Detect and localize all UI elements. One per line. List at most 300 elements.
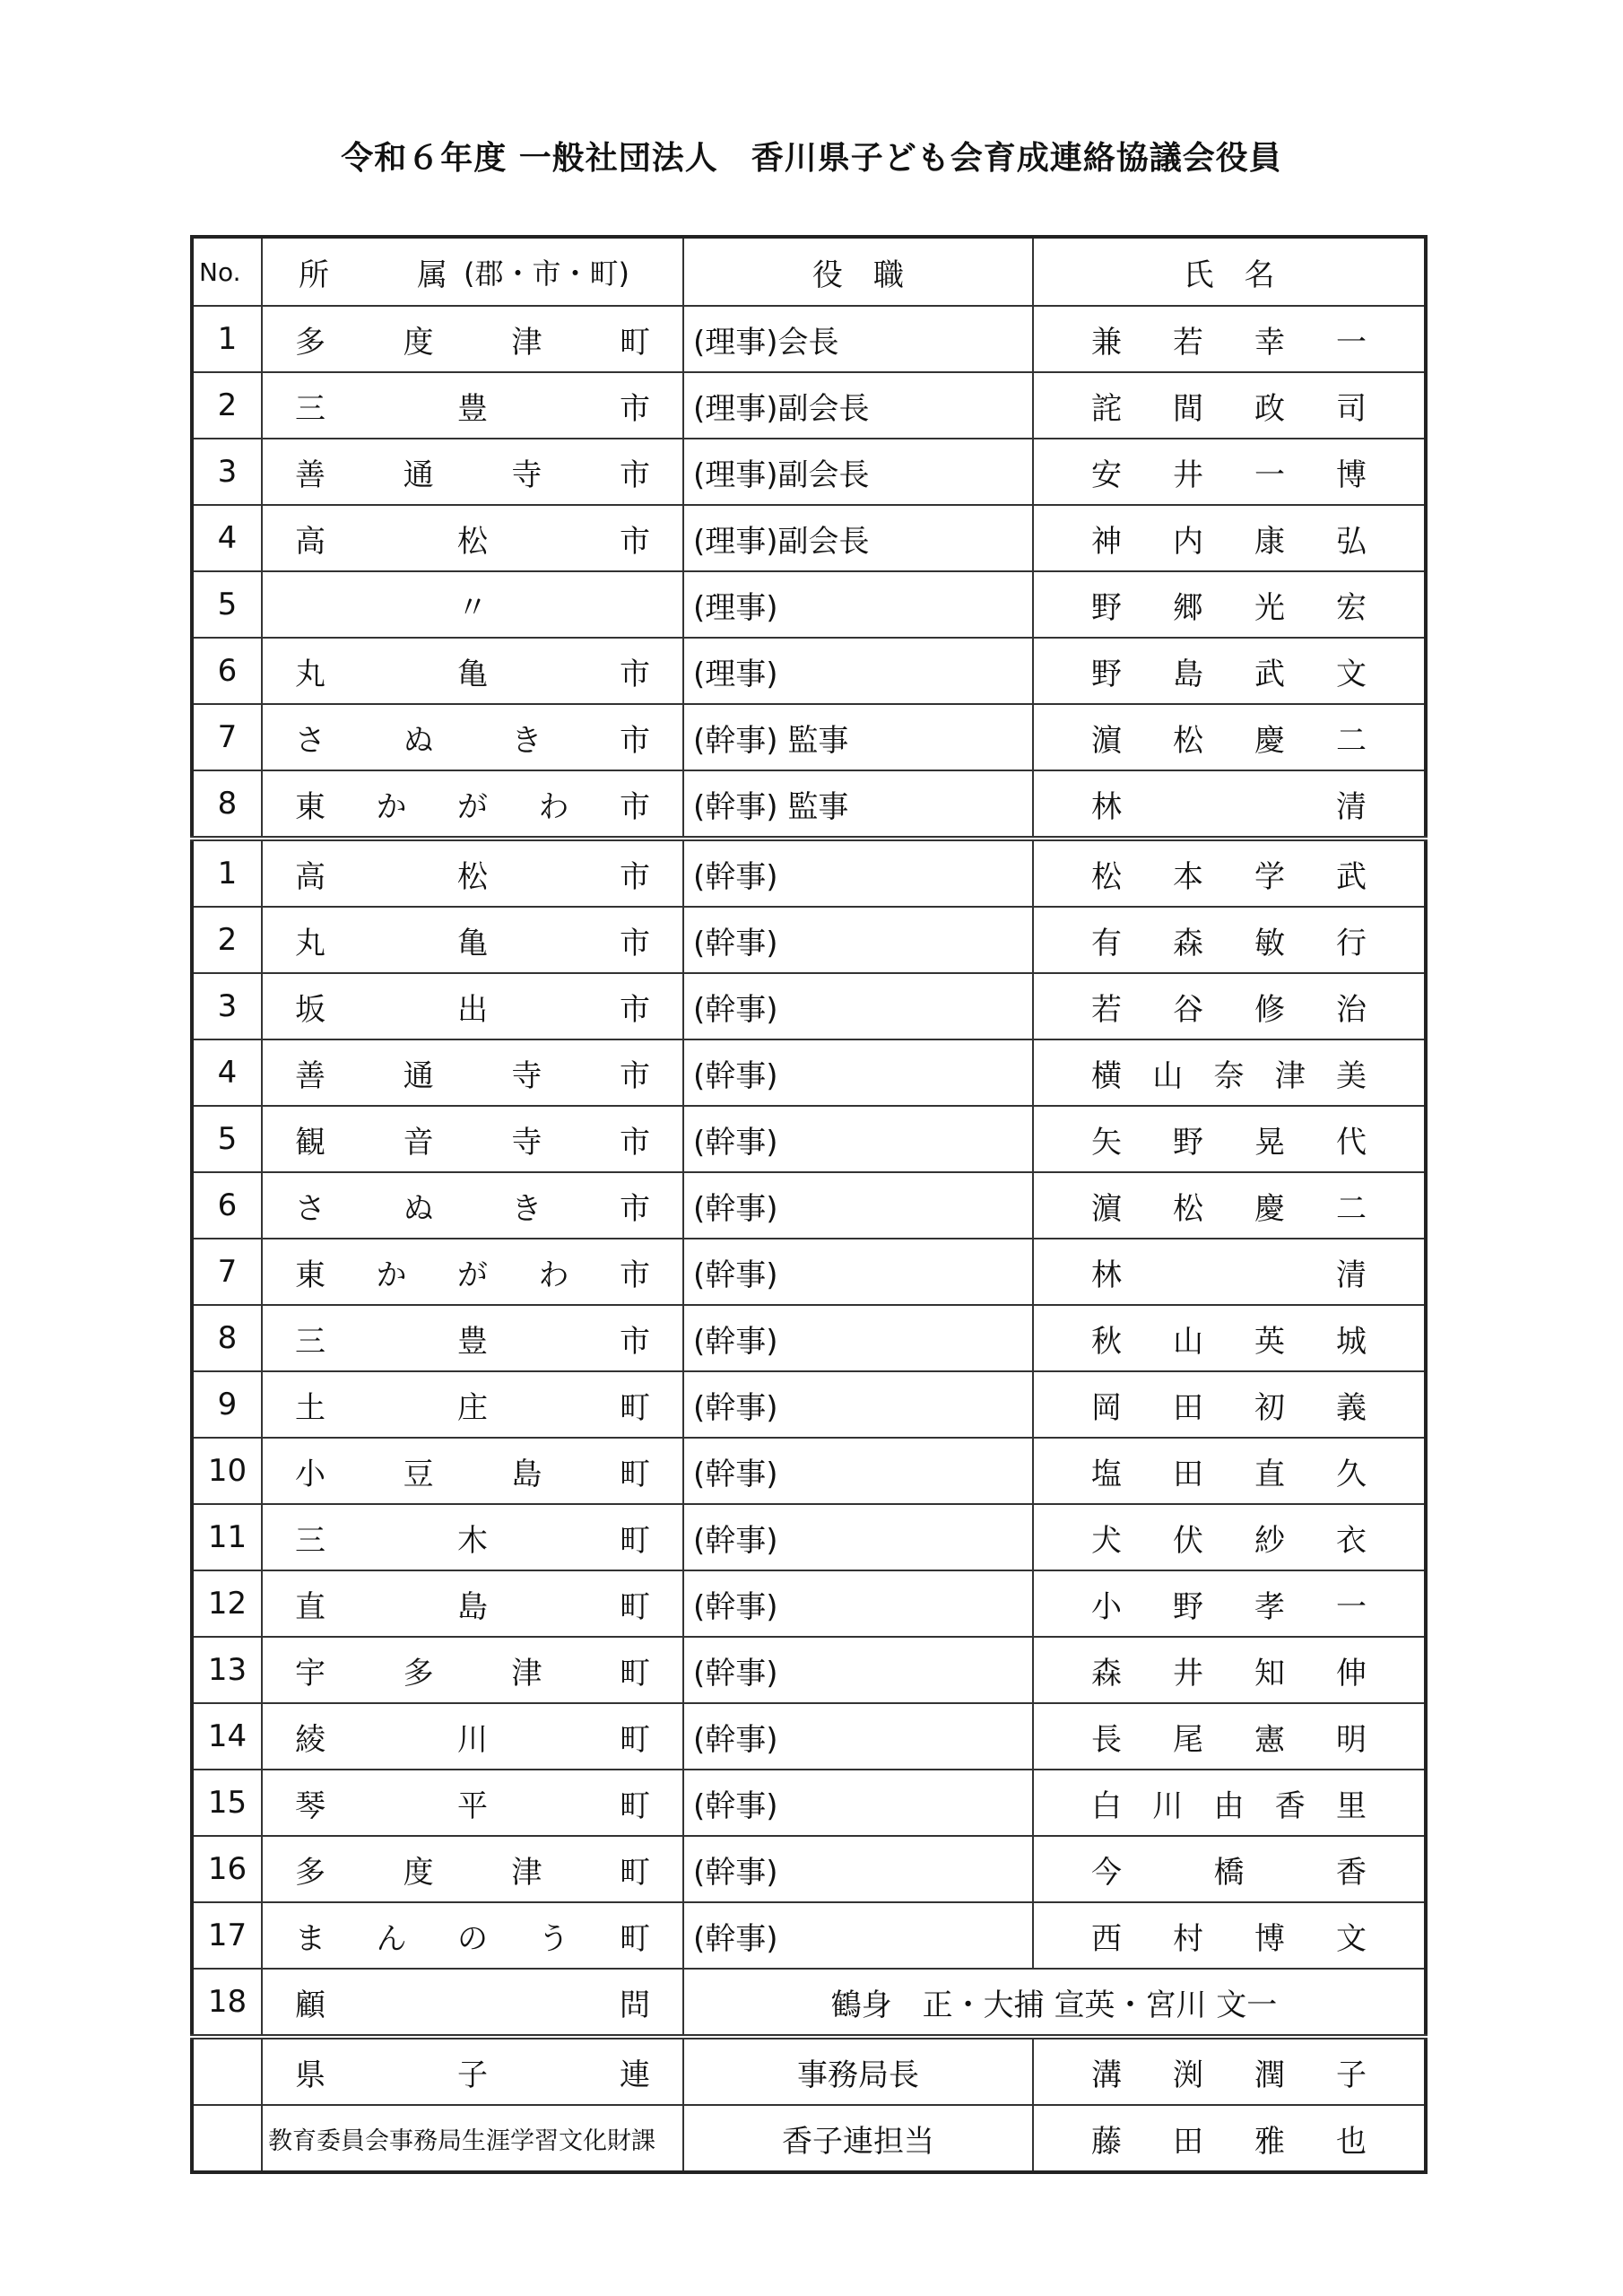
name-cell bbox=[1033, 1039, 1426, 1106]
name-cell bbox=[1033, 571, 1426, 638]
affiliation-cell bbox=[262, 704, 683, 770]
name-cell-char: 博 bbox=[1254, 1920, 1285, 1957]
table-row bbox=[192, 1438, 1426, 1504]
affiliation-cell-char: 通 bbox=[403, 1057, 434, 1094]
name-cell-char: 香 bbox=[1336, 1854, 1367, 1891]
name-cell-char: 詫 bbox=[1091, 390, 1122, 427]
affiliation-cell-char: 丸 bbox=[295, 925, 325, 961]
name-cell-char: 内 bbox=[1173, 523, 1203, 560]
name-cell-char: 島 bbox=[1173, 656, 1203, 692]
name-cell-char: 今 bbox=[1091, 1854, 1122, 1891]
affiliation-cell-char: 町 bbox=[620, 1588, 650, 1625]
row-number: 2 bbox=[192, 372, 262, 439]
affiliation-cell-char: 町 bbox=[620, 1522, 650, 1559]
affiliation-cell bbox=[262, 1305, 683, 1371]
affiliation-cell-char: 東 bbox=[295, 788, 325, 825]
name-cell-text bbox=[1034, 1914, 1424, 1958]
affiliation-cell bbox=[262, 505, 683, 571]
affiliation-cell-text bbox=[263, 384, 682, 428]
affiliation-cell-char: 顧 bbox=[295, 1987, 325, 2023]
affiliation-cell-text bbox=[263, 1250, 682, 1294]
name-cell-char: 修 bbox=[1254, 991, 1285, 1028]
name-cell-text bbox=[1034, 1781, 1424, 1825]
name-cell-char: 岡 bbox=[1091, 1389, 1122, 1426]
name-cell bbox=[1033, 770, 1426, 839]
name-cell-char: 代 bbox=[1336, 1124, 1367, 1161]
name-cell-char: 宏 bbox=[1336, 589, 1367, 626]
name-cell bbox=[1033, 1305, 1426, 1371]
role-text: (幹事) bbox=[693, 1124, 778, 1161]
name-cell-char: 慶 bbox=[1254, 1190, 1285, 1227]
table-row bbox=[192, 1172, 1426, 1239]
role-text: (幹事) bbox=[693, 1389, 778, 1426]
table-row bbox=[192, 1770, 1426, 1836]
name-cell-char: 一 bbox=[1254, 457, 1285, 493]
affiliation-cell-char: 松 bbox=[457, 523, 488, 560]
role-text: (幹事) bbox=[693, 991, 778, 1028]
name-cell-char: 郷 bbox=[1173, 589, 1203, 626]
table-row bbox=[192, 372, 1426, 439]
role-text: (理事)副会長 bbox=[693, 523, 870, 560]
name-cell-char: 香 bbox=[1274, 1787, 1306, 1824]
name-cell-char: 雅 bbox=[1254, 2123, 1285, 2160]
affiliation-cell bbox=[262, 1039, 683, 1106]
name-cell-char: 一 bbox=[1336, 1588, 1367, 1625]
header-name-label: 氏 名 bbox=[1183, 257, 1275, 293]
affiliation-cell-text bbox=[263, 649, 682, 693]
name-cell-char: 紗 bbox=[1254, 1522, 1285, 1559]
name-cell bbox=[1033, 907, 1426, 973]
affiliation-cell-char: 度 bbox=[403, 1854, 434, 1891]
name-cell bbox=[1033, 1504, 1426, 1570]
name-cell-char: 野 bbox=[1091, 656, 1122, 692]
name-cell bbox=[1033, 439, 1426, 505]
role-cell bbox=[683, 1106, 1033, 1172]
affiliation-cell-char: ぬ bbox=[403, 722, 434, 759]
table-row bbox=[192, 2105, 1426, 2172]
affiliation-cell-char: 市 bbox=[620, 1257, 650, 1293]
officer-table bbox=[190, 235, 1428, 2174]
affiliation-cell-text bbox=[263, 918, 682, 962]
name-cell-char: 犬 bbox=[1091, 1522, 1122, 1559]
affiliation-cell-text bbox=[263, 1317, 682, 1361]
affiliation-cell-char: 子 bbox=[457, 2057, 488, 2093]
role-text: (幹事) bbox=[693, 1854, 778, 1891]
name-cell-char: 明 bbox=[1336, 1721, 1367, 1758]
name-cell-char: 孝 bbox=[1254, 1588, 1285, 1625]
affiliation-text: 教育委員会事務局生涯学習文化財課 bbox=[268, 2126, 655, 2155]
affiliation-cell-text bbox=[263, 985, 682, 1029]
name-cell-char: 久 bbox=[1336, 1456, 1367, 1492]
role-text: (幹事) bbox=[693, 858, 778, 895]
role-text: (幹事) bbox=[693, 1655, 778, 1692]
name-cell-char: 山 bbox=[1173, 1323, 1203, 1360]
name-cell-text bbox=[1034, 583, 1424, 627]
name-cell-char: 美 bbox=[1336, 1057, 1367, 1094]
table-row bbox=[192, 2037, 1426, 2105]
affiliation-cell bbox=[262, 372, 683, 439]
name-cell bbox=[1033, 973, 1426, 1039]
name-cell-char: 奈 bbox=[1213, 1057, 1245, 1094]
affiliation-cell-text bbox=[263, 450, 682, 494]
role-cell bbox=[683, 306, 1033, 372]
role-cell bbox=[683, 1902, 1033, 1969]
name-cell-char: 潤 bbox=[1254, 2057, 1285, 2093]
row-number: 6 bbox=[192, 1172, 262, 1239]
affiliation-cell bbox=[262, 1969, 683, 2037]
affiliation-cell-char: 連 bbox=[620, 2057, 650, 2093]
affiliation-cell-char: 観 bbox=[295, 1124, 325, 1161]
affiliation-cell bbox=[262, 1371, 683, 1438]
name-cell-char: 初 bbox=[1254, 1389, 1285, 1426]
table-row bbox=[192, 1371, 1426, 1438]
affiliation-cell-char: 三 bbox=[295, 1323, 325, 1360]
affiliation-cell-char: 豊 bbox=[457, 390, 488, 427]
name-cell-char: 横 bbox=[1091, 1057, 1122, 1094]
role-text: 事務局長 bbox=[797, 2057, 919, 2093]
affiliation-cell-char: 市 bbox=[619, 1190, 650, 1227]
affiliation-cell-char: 豆 bbox=[403, 1456, 434, 1492]
affiliation-cell-char: 三 bbox=[295, 1522, 325, 1559]
affiliation-cell-char: わ bbox=[538, 1257, 569, 1293]
name-cell-char: 井 bbox=[1173, 1655, 1203, 1692]
affiliation-cell-char: 多 bbox=[295, 324, 325, 361]
name-cell-char: 本 bbox=[1173, 858, 1203, 895]
role-text: (理事)副会長 bbox=[693, 390, 870, 427]
role-text: (幹事) bbox=[693, 1323, 778, 1360]
affiliation-cell-text bbox=[263, 852, 682, 896]
name-cell-char: 谷 bbox=[1173, 991, 1203, 1028]
affiliation-cell-char: 津 bbox=[511, 1655, 542, 1692]
name-cell-text bbox=[1034, 1715, 1424, 1759]
role-text: 香子連担当 bbox=[782, 2123, 934, 2160]
affiliation-cell bbox=[262, 2037, 683, 2105]
affiliation-cell-char: ぬ bbox=[403, 1190, 434, 1227]
name-cell-char: 矢 bbox=[1091, 1124, 1122, 1161]
table-row bbox=[192, 638, 1426, 704]
name-cell bbox=[1033, 1770, 1426, 1836]
role-cell bbox=[683, 1836, 1033, 1902]
name-cell-char: 田 bbox=[1173, 1389, 1203, 1426]
affiliation-cell bbox=[262, 1770, 683, 1836]
row-number: 7 bbox=[192, 1239, 262, 1305]
affiliation-cell-text bbox=[263, 782, 682, 826]
table-row bbox=[192, 839, 1426, 907]
affiliation-cell-char: 小 bbox=[295, 1456, 325, 1492]
name-cell-char: 有 bbox=[1091, 925, 1122, 961]
table-row bbox=[192, 1305, 1426, 1371]
name-cell bbox=[1033, 1836, 1426, 1902]
name-cell-char: 若 bbox=[1173, 324, 1203, 361]
row-number: 5 bbox=[192, 1106, 262, 1172]
affiliation-cell bbox=[262, 1836, 683, 1902]
row-number: 5 bbox=[192, 571, 262, 638]
name-cell-char: 神 bbox=[1091, 523, 1122, 560]
affiliation-cell-char: さ bbox=[295, 1190, 325, 1227]
name-cell-char: 由 bbox=[1213, 1787, 1245, 1824]
role-cell bbox=[683, 1172, 1033, 1239]
role-cell bbox=[683, 704, 1033, 770]
affiliation-cell-char: 木 bbox=[457, 1522, 488, 1559]
table-row bbox=[192, 770, 1426, 839]
affiliation-cell bbox=[262, 839, 683, 907]
name-cell-char: 山 bbox=[1152, 1057, 1184, 1094]
name-cell-char: 濵 bbox=[1091, 1190, 1122, 1227]
name-cell-char: 敏 bbox=[1254, 925, 1285, 961]
affiliation-cell-char: 坂 bbox=[295, 991, 325, 1028]
affiliation-cell bbox=[262, 439, 683, 505]
affiliation-cell bbox=[262, 907, 683, 973]
name-cell-text bbox=[1034, 1449, 1424, 1493]
affiliation-cell-char: 多 bbox=[295, 1854, 325, 1891]
table-row bbox=[192, 1969, 1426, 2037]
name-cell-char: 野 bbox=[1173, 1588, 1203, 1625]
role-cell bbox=[683, 2105, 1033, 2172]
row-number: 10 bbox=[192, 1438, 262, 1504]
affiliation-cell-char: 県 bbox=[295, 2057, 325, 2093]
affiliation-cell bbox=[262, 1438, 683, 1504]
name-cell bbox=[1033, 1239, 1426, 1305]
name-cell-text bbox=[1034, 649, 1424, 693]
affiliation-cell-text bbox=[263, 1648, 682, 1692]
name-cell-text bbox=[1034, 716, 1424, 760]
row-number: 4 bbox=[192, 1039, 262, 1106]
table-row bbox=[192, 1836, 1426, 1902]
affiliation-cell-char: 市 bbox=[619, 1057, 650, 1094]
table-row bbox=[192, 1703, 1426, 1770]
role-cell bbox=[683, 907, 1033, 973]
affiliation-cell-char: 寺 bbox=[511, 457, 542, 493]
affiliation-cell-text bbox=[263, 317, 682, 361]
row-number: 17 bbox=[192, 1902, 262, 1969]
role-text: (理事)副会長 bbox=[693, 457, 870, 493]
affiliation-cell-char: 寺 bbox=[511, 1057, 542, 1094]
affiliation-cell-text bbox=[263, 1184, 682, 1228]
affiliation-cell bbox=[262, 1106, 683, 1172]
table-row bbox=[192, 1637, 1426, 1703]
affiliation-cell-char: 土 bbox=[295, 1389, 325, 1426]
role-text: (幹事) bbox=[693, 1787, 778, 1824]
name-cell bbox=[1033, 1703, 1426, 1770]
page-title: 令和６年度 一般社団法人 香川県子ども会育成連絡協議会役員 bbox=[341, 140, 1282, 177]
name-cell-text bbox=[1034, 384, 1424, 428]
table-row bbox=[192, 306, 1426, 372]
affiliation-cell-char: が bbox=[457, 788, 488, 825]
name-cell bbox=[1033, 1637, 1426, 1703]
affiliation-cell-char: 琴 bbox=[295, 1787, 325, 1824]
name-cell-char: 松 bbox=[1091, 858, 1122, 895]
affiliation-cell-text bbox=[263, 1449, 682, 1493]
name-cell-text bbox=[1034, 918, 1424, 962]
role-text: (幹事) 監事 bbox=[693, 788, 849, 825]
affiliation-cell-char: 市 bbox=[620, 858, 650, 895]
name-cell-char: 治 bbox=[1336, 991, 1367, 1028]
name-cell-text bbox=[1034, 1184, 1424, 1228]
row-number: 6 bbox=[192, 638, 262, 704]
affiliation-cell-text bbox=[263, 1980, 682, 2024]
name-cell-text bbox=[1034, 317, 1424, 361]
advisor-names: 鶴身 正・大捕 宣英・宮川 文一 bbox=[830, 1987, 1278, 2023]
affiliation-cell-char: 亀 bbox=[457, 925, 488, 961]
header-affiliation-char: 属 bbox=[417, 257, 447, 293]
name-cell-char: 野 bbox=[1173, 1124, 1203, 1161]
row-number: 18 bbox=[192, 1969, 262, 2037]
header-affiliation-char: 所 bbox=[299, 257, 329, 293]
name-cell-char: 白 bbox=[1091, 1787, 1122, 1824]
affiliation-cell-char: き bbox=[511, 1190, 542, 1227]
affiliation-cell-text bbox=[263, 1118, 682, 1161]
name-cell-char: 橋 bbox=[1213, 1854, 1245, 1891]
name-cell-char: 渕 bbox=[1173, 2057, 1203, 2093]
role-cell bbox=[683, 1371, 1033, 1438]
affiliation-cell-char: 音 bbox=[403, 1124, 434, 1161]
name-cell-char: 武 bbox=[1254, 656, 1285, 692]
affiliation-cell-char: 宇 bbox=[295, 1655, 325, 1692]
name-cell-text bbox=[1034, 1582, 1424, 1626]
table-header-row bbox=[192, 237, 1426, 306]
affiliation-cell-text bbox=[263, 1848, 682, 1892]
affiliation-cell-char: 高 bbox=[295, 523, 325, 560]
affiliation-cell-text bbox=[263, 2050, 682, 2094]
affiliation-cell-char: 町 bbox=[619, 1854, 650, 1891]
affiliation-cell-char: 問 bbox=[620, 1987, 650, 2023]
role-text: (幹事) bbox=[693, 1190, 778, 1227]
affiliation-cell-char: が bbox=[457, 1257, 488, 1293]
affiliation-cell-char: 市 bbox=[620, 925, 650, 961]
affiliation-cell-char: 町 bbox=[620, 1721, 650, 1758]
name-cell bbox=[1033, 1371, 1426, 1438]
name-cell-char: 知 bbox=[1254, 1655, 1285, 1692]
name-cell-char: 小 bbox=[1091, 1588, 1122, 1625]
affiliation-cell-char: 町 bbox=[620, 1787, 650, 1824]
affiliation-cell bbox=[262, 571, 683, 638]
name-cell-char: 康 bbox=[1254, 523, 1285, 560]
name-cell-text bbox=[1034, 2117, 1424, 2161]
affiliation-cell-char: 川 bbox=[457, 1721, 488, 1758]
affiliation-cell-char: 島 bbox=[511, 1456, 542, 1492]
role-cell bbox=[683, 973, 1033, 1039]
row-number: 9 bbox=[192, 1371, 262, 1438]
affiliation-cell-char: 亀 bbox=[457, 656, 488, 692]
affiliation-cell-char: 度 bbox=[403, 324, 434, 361]
name-cell-text bbox=[1034, 1317, 1424, 1361]
affiliation-cell-char: 高 bbox=[295, 858, 325, 895]
name-cell-text bbox=[1034, 517, 1424, 561]
header-role-label: 役 職 bbox=[812, 257, 904, 293]
affiliation-cell-char: 市 bbox=[619, 1124, 650, 1161]
affiliation-cell-text bbox=[263, 1582, 682, 1626]
name-cell-text bbox=[1034, 1051, 1424, 1095]
affiliation-cell-text bbox=[263, 716, 682, 760]
table-row bbox=[192, 973, 1426, 1039]
affiliation-cell-text bbox=[263, 1914, 682, 1958]
affiliation-cell-text bbox=[263, 1781, 682, 1825]
affiliation-cell bbox=[262, 1239, 683, 1305]
table-row bbox=[192, 1902, 1426, 1969]
row-number: 3 bbox=[192, 439, 262, 505]
table-row bbox=[192, 704, 1426, 770]
role-text: (幹事) bbox=[693, 1522, 778, 1559]
name-cell-char: 森 bbox=[1173, 925, 1203, 961]
role-text: (幹事) bbox=[693, 1588, 778, 1625]
name-cell-char: 里 bbox=[1336, 1787, 1367, 1824]
affiliation-cell-char: 市 bbox=[620, 523, 650, 560]
affiliation-cell-text bbox=[263, 1383, 682, 1427]
name-cell-char: 村 bbox=[1173, 1920, 1203, 1957]
role-text: (幹事) 監事 bbox=[693, 722, 849, 759]
row-number: 8 bbox=[192, 770, 262, 839]
name-cell-char: 松 bbox=[1173, 1190, 1203, 1227]
row-number bbox=[192, 2037, 262, 2105]
name-cell bbox=[1033, 1106, 1426, 1172]
header-name bbox=[1033, 237, 1426, 306]
affiliation-cell-char: 町 bbox=[620, 1920, 650, 1957]
affiliation-cell-char: ん bbox=[376, 1920, 407, 1957]
name-cell bbox=[1033, 1570, 1426, 1637]
name-cell-text bbox=[1034, 2050, 1424, 2094]
role-cell bbox=[683, 1438, 1033, 1504]
name-cell-text bbox=[1034, 1516, 1424, 1560]
name-cell-char: 衣 bbox=[1336, 1522, 1367, 1559]
name-cell-char: 幸 bbox=[1254, 324, 1285, 361]
name-cell-char: 行 bbox=[1336, 925, 1367, 961]
table-row bbox=[192, 571, 1426, 638]
role-cell bbox=[683, 638, 1033, 704]
table-row bbox=[192, 1239, 1426, 1305]
role-text: (理事)会長 bbox=[693, 324, 839, 361]
role-cell bbox=[683, 2037, 1033, 2105]
affiliation-cell-char: 町 bbox=[619, 1655, 650, 1692]
affiliation-cell bbox=[262, 1637, 683, 1703]
role-cell bbox=[683, 439, 1033, 505]
name-cell-char: 二 bbox=[1336, 722, 1367, 759]
role-cell bbox=[683, 1239, 1033, 1305]
name-cell-char: 安 bbox=[1091, 457, 1122, 493]
affiliation-cell-char: 町 bbox=[619, 324, 650, 361]
role-text: (理事) bbox=[693, 656, 778, 692]
affiliation-cell-char: 東 bbox=[295, 1257, 325, 1293]
table-row bbox=[192, 505, 1426, 571]
affiliation-cell-char: 善 bbox=[295, 1057, 325, 1094]
name-cell-char: 晃 bbox=[1254, 1124, 1285, 1161]
role-text: (幹事) bbox=[693, 1057, 778, 1094]
name-cell-char: 文 bbox=[1336, 1920, 1367, 1957]
name-cell-char: 長 bbox=[1091, 1721, 1122, 1758]
affiliation-cell-char: 豊 bbox=[457, 1323, 488, 1360]
affiliation-cell-text bbox=[263, 1715, 682, 1759]
row-number: 15 bbox=[192, 1770, 262, 1836]
name-cell-char: 義 bbox=[1336, 1389, 1367, 1426]
table-row bbox=[192, 439, 1426, 505]
row-number: 7 bbox=[192, 704, 262, 770]
name-cell-char: 直 bbox=[1254, 1456, 1285, 1492]
affiliation-cell-char: 島 bbox=[457, 1588, 488, 1625]
row-number: 12 bbox=[192, 1570, 262, 1637]
role-cell bbox=[683, 1703, 1033, 1770]
name-cell-char: 井 bbox=[1173, 457, 1203, 493]
name-cell-char: 兼 bbox=[1091, 324, 1122, 361]
affiliation-cell bbox=[262, 1570, 683, 1637]
affiliation-cell bbox=[262, 1172, 683, 1239]
row-number: 2 bbox=[192, 907, 262, 973]
header-role bbox=[683, 237, 1033, 306]
role-cell bbox=[683, 372, 1033, 439]
role-cell bbox=[683, 1770, 1033, 1836]
affiliation-cell-char: 市 bbox=[619, 722, 650, 759]
name-cell-text bbox=[1034, 1848, 1424, 1892]
name-cell-char: 一 bbox=[1336, 324, 1367, 361]
row-number bbox=[192, 2105, 262, 2172]
